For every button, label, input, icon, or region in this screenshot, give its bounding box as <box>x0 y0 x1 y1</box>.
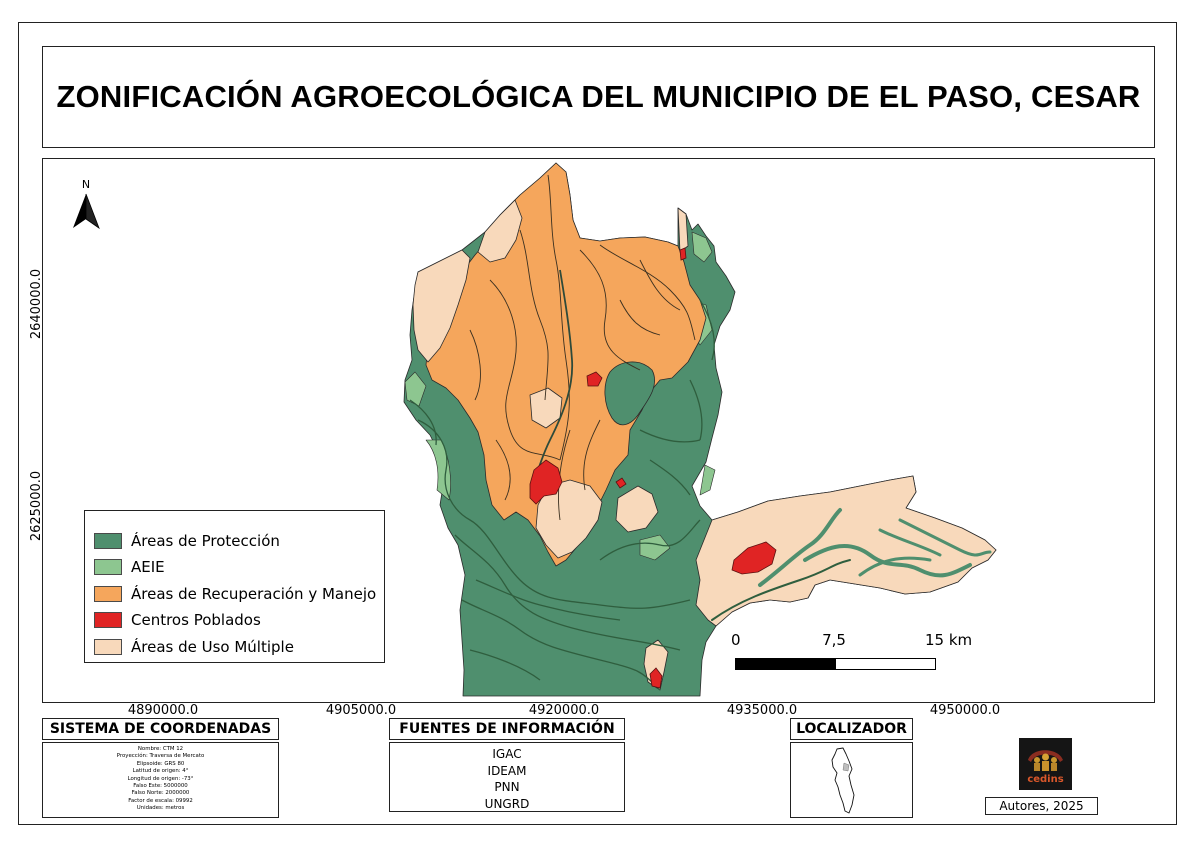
coordinate-system-heading: SISTEMA DE COORDENADAS <box>42 718 279 740</box>
source-item: UNGRD <box>484 796 530 811</box>
logo-figure-body <box>1034 763 1040 771</box>
legend-item-proteccion <box>94 532 280 550</box>
legend-swatch <box>94 639 122 655</box>
coordinate-line: Unidades: metros <box>136 805 185 812</box>
coordinate-line: Elipsoide: GRS 80 <box>136 760 185 767</box>
logo-figure-body <box>1051 763 1057 771</box>
source-item: PNN <box>494 780 520 794</box>
x-tick-label: 4935000.0 <box>726 703 798 718</box>
legend-item-recuperacion <box>94 585 376 603</box>
logo-text: cedins <box>1027 774 1064 785</box>
north-arrow-icon <box>70 193 102 231</box>
coordinate-line: Longitud de origen: -73° <box>127 775 194 782</box>
north-label: N <box>81 178 91 191</box>
coordinate-line: Falso Este: 5000000 <box>133 783 188 790</box>
north-arrow-right <box>86 194 99 228</box>
sources-heading: FUENTES DE INFORMACIÓN <box>389 718 625 740</box>
legend-item-aeie <box>94 558 165 576</box>
coordinate-line: Nombre: CTM 12 <box>137 746 184 752</box>
x-tick-label: 4890000.0 <box>127 703 199 718</box>
centro-poblado <box>680 248 686 260</box>
legend-label: Áreas de Protección <box>131 532 280 550</box>
x-tick-label: 4920000.0 <box>528 703 600 718</box>
coordinate-line: Falso Norte: 2000000 <box>131 790 190 797</box>
legend-swatch <box>94 533 122 549</box>
source-item: IDEAM <box>487 763 527 778</box>
x-tick-label: 4950000.0 <box>929 703 1001 718</box>
legend-label: Áreas de Uso Múltiple <box>131 638 294 656</box>
legend-swatch <box>94 612 122 628</box>
map-legend <box>84 510 385 663</box>
coordinate-line: Factor de escala: 09992 <box>128 797 193 804</box>
scale-label-mid: 7,5 <box>822 631 846 649</box>
north-arrow-left <box>73 194 86 228</box>
authors-label: Autores, 2025 <box>985 797 1098 815</box>
sources-panel <box>389 742 625 812</box>
y-tick-label: 2625000.0 <box>29 470 44 542</box>
cedins-logo <box>1019 738 1072 790</box>
logo-figure-head <box>1034 757 1040 763</box>
title-box <box>42 46 1155 148</box>
department-outline <box>832 748 854 813</box>
municipality-map <box>404 163 996 696</box>
legend-label: Áreas de Recuperación y Manejo <box>131 585 377 603</box>
logo-figure-head <box>1042 754 1049 761</box>
legend-label: Centros Poblados <box>131 611 261 629</box>
locator-panel <box>790 742 913 818</box>
locator-heading: LOCALIZADOR <box>790 718 913 740</box>
legend-swatch <box>94 586 122 602</box>
scale-label-end: 15 km <box>925 631 973 649</box>
x-tick-label: 4905000.0 <box>325 703 397 718</box>
y-tick-label: 2640000.0 <box>29 268 44 340</box>
map-title: ZONIFICACIÓN AGROECOLÓGICA DEL MUNICIPIO DE EL PASO, CESAR <box>56 79 1141 114</box>
legend-item-centros-poblados <box>94 611 261 629</box>
logo-figure-head <box>1051 757 1057 763</box>
source-item: IGAC <box>492 747 522 761</box>
locator-map <box>791 743 912 817</box>
scale-label-start: 0 <box>731 631 741 649</box>
coordinate-line: Latitud de origen: 4° <box>132 768 189 775</box>
scale-bar-segment <box>736 659 836 669</box>
legend-item-uso-multiple <box>94 638 294 656</box>
coordinate-system-panel <box>42 742 279 818</box>
legend-swatch <box>94 559 122 575</box>
scale-bar <box>735 658 936 670</box>
legend-label: AEIE <box>131 558 165 576</box>
coordinate-line: Proyección: Traversa de Mercato <box>116 753 205 760</box>
logo-figure-body <box>1042 761 1049 771</box>
